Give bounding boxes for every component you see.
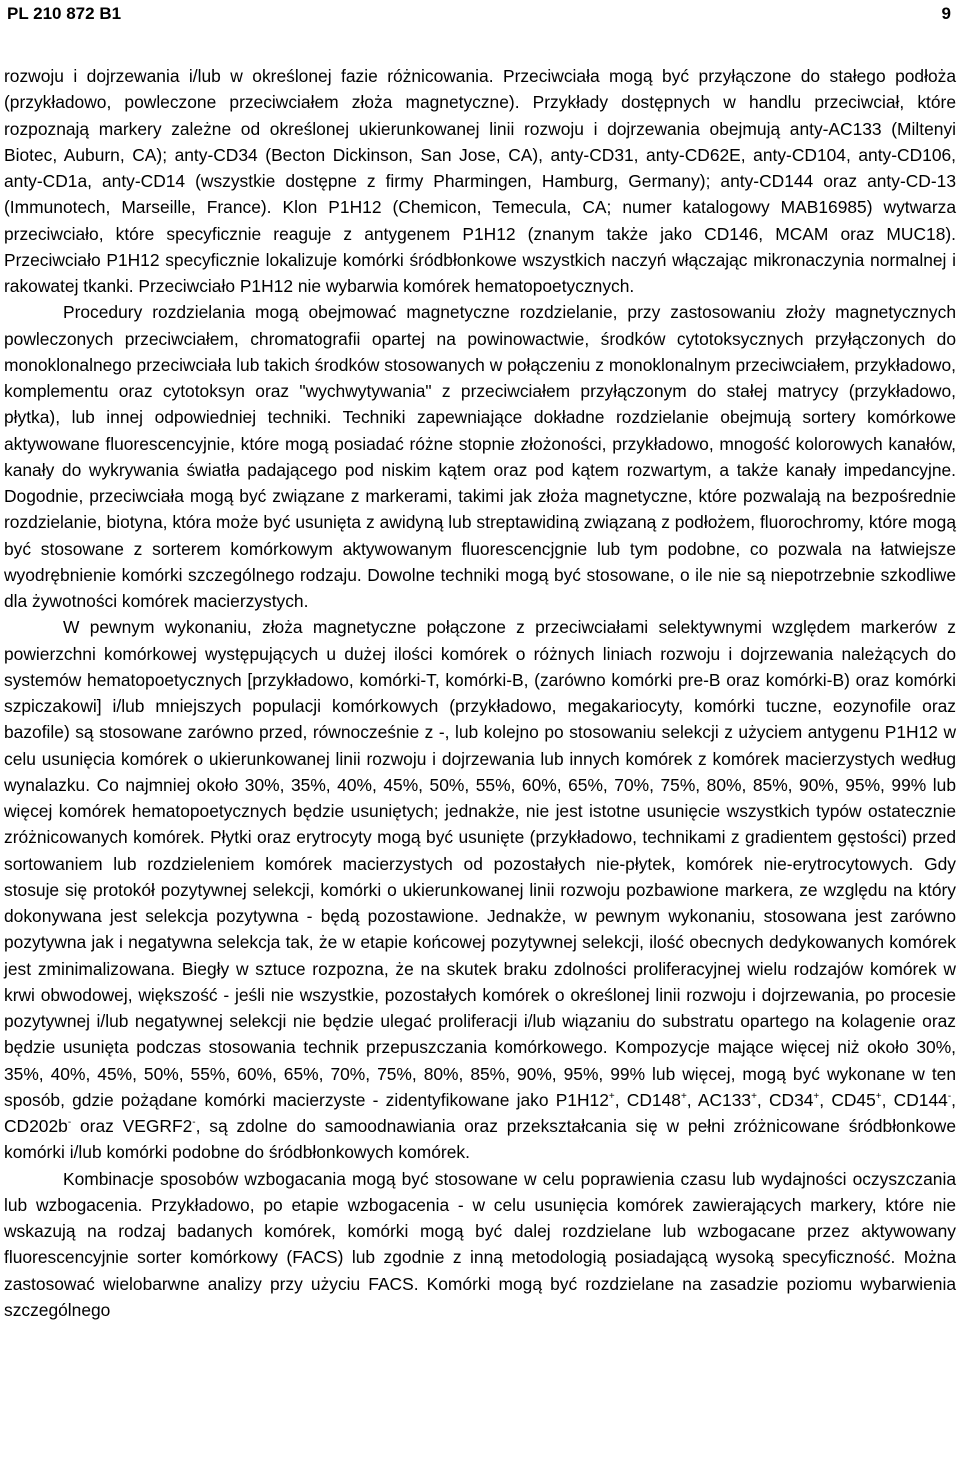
page-number: 9 [941,4,951,23]
paragraph-text: , są zdolne do samoodnawiania oraz przekształcania się w pełni zróżnicowane śródbłonkowe komórki i/lub komórki podobne do śródbłonkowych komórek. [4,1116,956,1163]
marker-superscript: - [67,1117,72,1128]
marker-text: , CD34 [756,1089,814,1110]
marker-text: , CD202b [4,1089,956,1136]
marker-text: , AC133 [686,1089,752,1110]
body-text [4,63,956,1323]
paragraph-enrichment-combinations: Kombinacje sposobów wzbogacania mogą być stosowane w celu poprawienia czasu lub wydajności oczyszczania lub wzbogacenia. Przykładowo, po etapie wzbogacenia - w celu usunięcia komórek zawierających markery, które nie wskazują na rodzaj badanych komórek, komórki mogą być dalej rozdzielane lub wzbogacane przez aktywowany fluorescencyjnie sorter komórkowy (FACS) lub zgodnie z inną metodologią posiadającą wysoką specyficzność. Można zastosować wielobarwne analizy przy użyciu FACS. Komórki mogą być rozdzielane na zasadzie poziomu wybarwienia szczególnego [4,1168,956,1320]
page-header [4,0,956,30]
marker-superscript: + [875,1090,882,1102]
marker-superscript: + [680,1090,687,1102]
marker-superscript: + [751,1090,757,1102]
paragraph-separation-procedures: Procedury rozdzielania mogą obejmować magnetyczne rozdzielanie, przy zastosowaniu złoży magnetycznych powleczonych przeciwciałem, chromatografii opartej na powinowactwie, środków cytotoksycznych przyłączonych do monoklonalnego przeciwciała lub takich środków stosowanych w połączeniu z monoklonalnym przeciwciałem, przykładowo, komplementu oraz cytotoksyn oraz "wychwytywania" z przeciwciałem przyłączonym do stałej matrycy (przykładowo, płytka), lub innej odpowiedniej techniki. Techniki zapewniające dokładne rozdzielanie obejmują sortery komórkowe aktywowane fluorescencyjnie, które mogą posiadać różne stopnie złożoności, przykładowo, mnogość kolorowych kanałów, kanały do wykrywania światła padającego pod niskim kątem oraz pod kątem rozwartym, a także kanały impedancyjne. Dogodnie, przeciwciała mogą być związane z markerami, takimi jak złoża magnetyczne, które pozwalają na bezpośrednie rozdzielanie, biotyna, która może być usunięta z awidyną lub streptawidiną związaną z podłożem, fluorochromy, które mogą być stosowane z sorterem komórkowym aktywowanym fluorescencjgnie lub tym podobne, co pozwala na łatwiejsze wyodrębnienie komórki szczególnego rodzaju. Dowolne techniki mogą być stosowane, o ile nie są niepotrzebnie szkodliwe dla żywotności komórek macierzystych. [4,302,956,611]
marker-superscript: - [192,1117,196,1128]
patent-number: PL 210 872 B1 [7,4,122,23]
marker-text: , CD45 [819,1089,876,1110]
marker-superscript: + [813,1090,820,1102]
marker-superscript: + [608,1090,615,1102]
paragraph-text: W pewnym wykonaniu, złoża magnetyczne połączone z przeciwciałami selektywnymi względem markerów z powierzchni komórkowej występujących u dużej ilości komórek o różnych liniach rozwoju i dojrzewania należących do systemów hematopoetycznych [przykładowo, komórki-T, komórki-B, (zarówno komórki pre-B oraz komórki-B) oraz komórki szpiczakowi] i/lub mniejszych populacji komórkowych (przykładowo, megakariocyty, komórki tuczne, eozynofile oraz bazofile) są stosowane zarówno przed, równocześnie z -, lub kolejno po stosowaniu selekcji z użyciem antygenu P1H12 w celu usunięcia komórek o ukierunkowanej linii rozwoju i dojrzewania lub innych komórek z komórek macierzystych według wynalazku. Co najmniej około 30%, 35%, 40%, 45%, 50%, 55%, 60%, 65%, 70%, 75%, 80%, 85%, 90%, 95%, 99% lub więcej komórek hematopoetycznych będzie usuniętych; jednakże, nie jest istotne usunięcie wszystkich typów ostatecznie zróżnicowanych komórek. Płytki oraz erytrocyty mogą być usunięte (przykładowo, technikami z gradientem gęstości) przed sortowaniem lub rozdzieleniem komórek macierzystych od pozostałych nie-płytek, komórek nie-erytrocytowych. Gdy stosuje się protokół pozytywnej selekcji, komórki o ukierunkowanej linii rozwoju pozbawione markera, ze względu na który dokonywana jest selekcja pozytywna - będą pozostawione. Jednakże, w pewnym wykonaniu, stosowana jest zarówno pozytywna jak i negatywna selekcja tak, że w etapie końcowej pozytywnej selekcji, ilość obecnych dedykowanych komórek jest zminimalizowana. Biegły w sztuce rozpozna, że na skutek braku zdolności proliferacyjnej wielu rodzajów komórek w krwi obwodowej, większość - jeśli nie wszystkie, pozostałych komórek o określonej linii rozwoju i dojrzewania, po procesie pozytywnej i/lub negatywnej selekcji nie będzie ulegać proliferacji i/lub wiązaniu do substratu opartego na kolagenie oraz będzie usunięta podczas stosowania technik przepuszczania komórkowego. Kompozycje mające więcej niż około 30%, 35%, 40%, 45%, 50%, 55%, 60%, 65%, 70%, 75%, 80%, 85%, 90%, 95%, 99% lub więcej, mogą być wykonane w ten sposób, gdzie pożądane komórki macierzyste - zidentyfikowane jako P1H12 [4,617,956,1110]
marker-text: , CD144 [881,1089,948,1110]
paragraph-magnetic-beads [4,614,956,1165]
marker-superscript: - [947,1090,952,1102]
paragraph-continuation: rozwoju i dojrzewania i/lub w określonej fazie różnicowania. Przeciwciała mogą być przyłączone do stałego podłoża (przykładowo, powleczone przeciwciałem złoża magnetyczne). Przykłady dostępnych w handlu przeciwciał, które rozpoznają markery zależne od określonej ukierunkowanej linii rozwoju i dojrzewania obejmują anty-AC133 (Miltenyi Biotec, Auburn, CA); anty-CD34 (Becton Dickinson, San Jose, CA), anty-CD31, anty-CD62E, anty-CD104, anty-CD106, anty-CD1a, anty-CD14 (wszystkie dostępne z firmy Pharmingen, Hamburg, Germany); anty-CD144 oraz anty-CD-13 (Immunotech, Marseille, France). Klon P1H12 (Chemicon, Temecula, CA; numer katalogowy MAB16985) wytwarza przeciwciało, które specyficznie reaguje z antygenem P1H12 (znanym także jako CD146, MCAM oraz MUC18). Przeciwciało P1H12 specyficznie lokalizuje komórki śródbłonkowe wszystkich naczyń włączając mikronaczynia normalnej i rakowatej tkanki. Przeciwciało P1H12 nie wybarwia komórek hematopoetycznych. [4,66,956,296]
marker-text: , CD148 [614,1089,681,1110]
marker-text: oraz VEGRF2 [71,1116,193,1136]
